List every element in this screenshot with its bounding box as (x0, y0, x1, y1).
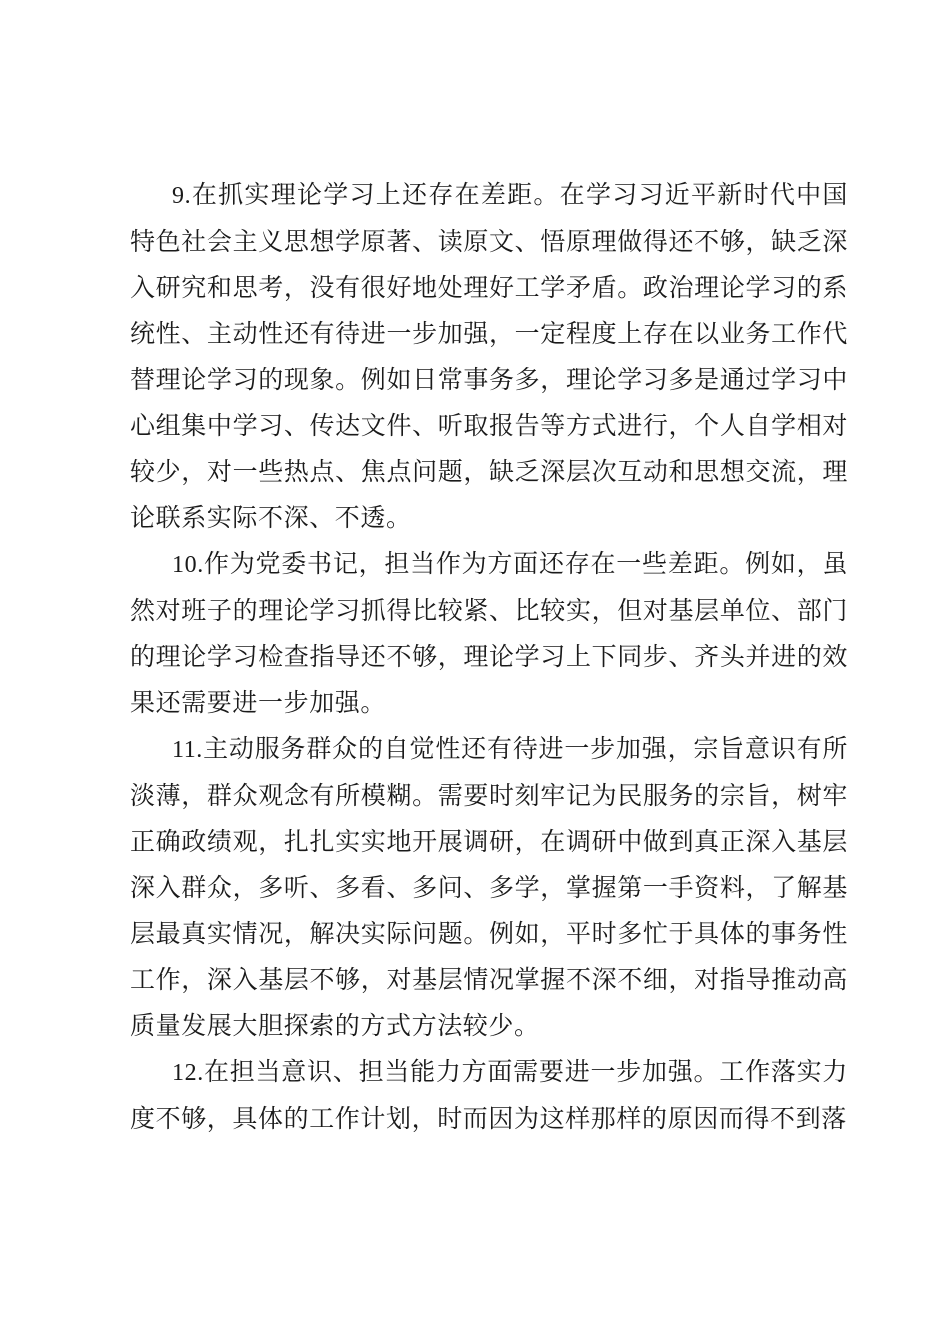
paragraph-number: 9. (172, 183, 192, 209)
paragraph-number: 10. (172, 552, 204, 578)
paragraph-9 (130, 172, 848, 541)
paragraph-text: 主动服务群众的自觉性还有待进一步加强，宗旨意识有所淡薄，群众观念有所模糊。需要时刻牢记为民服务的宗旨，树牢正确政绩观，扎扎实实地开展调研，在调研中做到真正深入基层深入群众，多听、多看、多问、多学，掌握第一手资料，了解基层最真实情况，解决实际问题。例如，平时多忙于具体的事务性工作，深入基层不够，对基层情况掌握不深不细，对指导推动高质量发展大胆探索的方式方法较少。 (130, 734, 848, 1040)
paragraph-text: 作为党委书记，担当作为方面还存在一些差距。例如，虽然对班子的理论学习抓得比较紧、比较实，但对基层单位、部门的理论学习检查指导还不够，理论学习上下同步、齐头并进的效果还需要进一步加强。 (130, 549, 848, 717)
paragraph-text: 在抓实理论学习上还存在差距。在学习习近平新时代中国特色社会主义思想学原著、读原文、悟原理做得还不够，缺乏深入研究和思考，没有很好地处理好工学矛盾。政治理论学习的系统性、主动性还有待进一步加强，一定程度上存在以业务工作代替理论学习的现象。例如日常事务多，理论学习多是通过学习中心组集中学习、传达文件、听取报告等方式进行，个人自学相对较少，对一些热点、焦点问题，缺乏深层次互动和思想交流，理论联系实际不深、不透。 (130, 180, 848, 532)
paragraph-12 (130, 1049, 848, 1142)
paragraph-number: 11. (172, 737, 203, 763)
paragraph-text: 在担当意识、担当能力方面需要进一步加强。工作落实力度不够，具体的工作计划，时而因为这样那样的原因而得不到落 (130, 1057, 848, 1133)
paragraph-number: 12. (172, 1060, 204, 1086)
paragraph-11 (130, 726, 848, 1049)
paragraph-10 (130, 541, 848, 726)
document-body (130, 172, 848, 1142)
